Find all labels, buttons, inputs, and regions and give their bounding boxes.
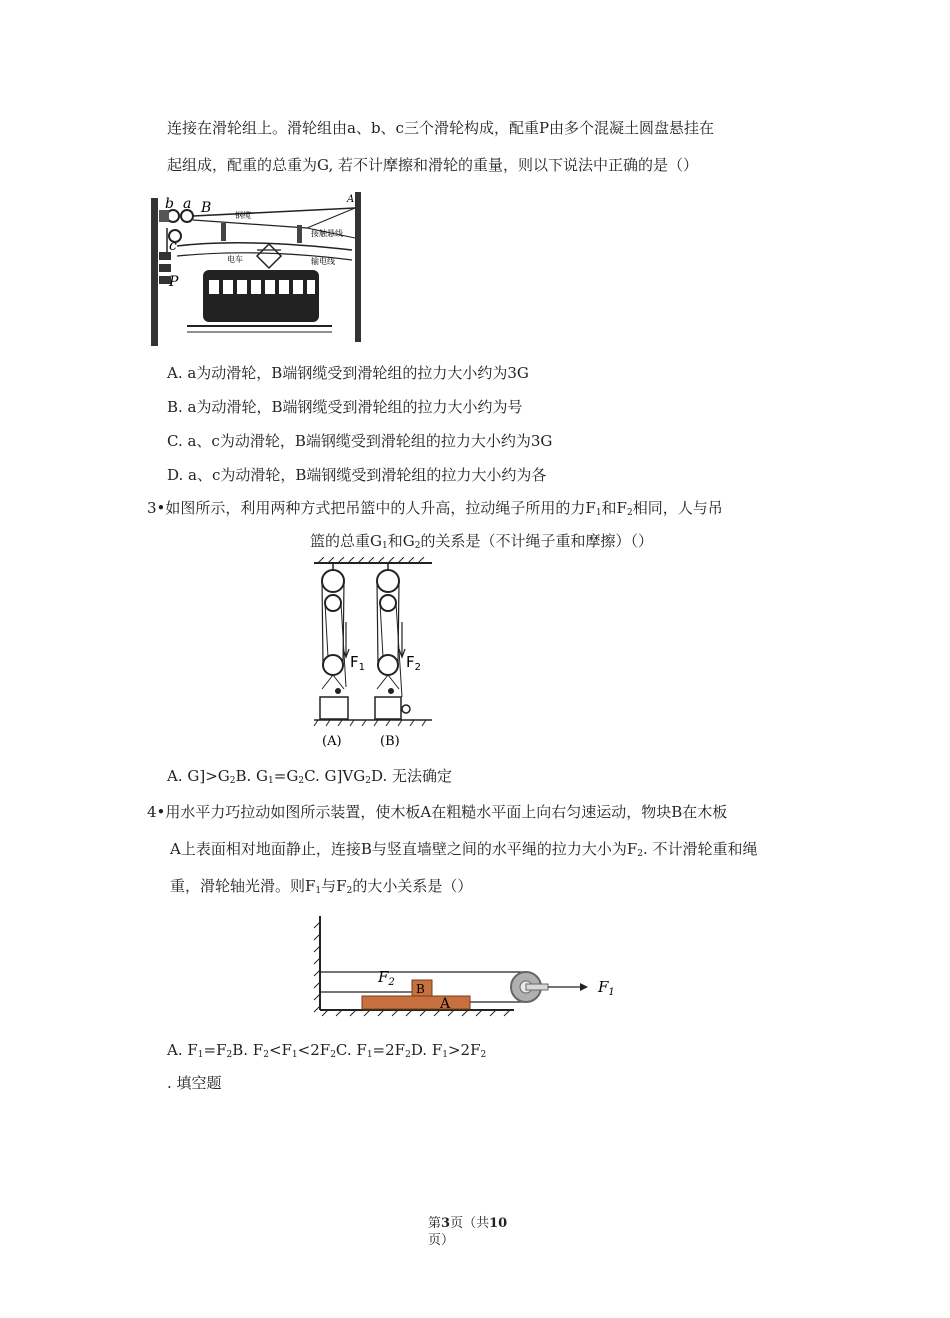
q2-option-b: B. a为动滑轮，B端钢缆受到滑轮组的拉力大小约为号: [167, 398, 523, 416]
label-F1: $F_1$: [598, 978, 615, 998]
caption-a: (A): [322, 734, 342, 749]
label-P: P: [169, 274, 179, 290]
label-wire1: 接触悬线: [311, 229, 343, 238]
tram-pulley-figure: [147, 188, 365, 348]
label-collector: 电车: [227, 255, 243, 264]
q2-option-d: D. a、c为动滑轮，B端钢缆受到滑轮组的拉力大小约为各: [167, 466, 547, 484]
q2-line2: 起组成，配重的总重为G, 若不计摩擦和滑轮的重量，则以下说法中正确的是（）: [167, 156, 698, 174]
q4-answers: A. $F_1=F_2B$. $F_2<F_1<2F_2C$. $F_1=2F_2D$. $F_1>2F_2$: [167, 1041, 487, 1060]
caption-b: (B): [380, 734, 400, 749]
label-F2: $F_2$: [378, 968, 395, 988]
label-cable: 钢缆: [235, 211, 251, 220]
label-B: B: [201, 200, 212, 216]
label-A: A: [347, 194, 355, 205]
label-f2: $F_2$: [406, 653, 422, 673]
label-a: a: [183, 196, 192, 212]
label-b: b: [165, 196, 174, 212]
basket-pulley-figure: [308, 557, 438, 752]
board-block-figure: [312, 916, 622, 1020]
q4-line3: 重，滑轮轴光滑。则$F_1$与$F_2$的大小关系是（）: [170, 877, 473, 896]
section-heading: . 填空题: [167, 1074, 222, 1092]
q2-option-c: C. a、c为动滑轮，B端钢缆受到滑轮组的拉力大小约为3G: [167, 432, 553, 450]
label-block-B: B: [416, 982, 425, 996]
q4-line2: A上表面相对地面静止，连接B与竖直墙壁之间的水平绳的拉力大小为$F_2$. 不计滑轮重和绳: [170, 840, 758, 859]
q2-line1: 连接在滑轮组上。滑轮组由a、b、c三个滑轮构成，配重P由多个混凝土圆盘悬挂在: [167, 119, 715, 137]
q3-line2: 篮的总重$G_1$和$G_2$的关系是（不计绳子重和摩擦）（）: [310, 532, 653, 551]
q2-option-a: A. a为动滑轮，B端钢缆受到滑轮组的拉力大小约为3G: [167, 364, 529, 382]
label-board-A: A: [440, 996, 451, 1012]
label-f1: $F_1$: [350, 653, 366, 673]
label-c: c: [169, 238, 177, 254]
label-wire2: 输电线: [311, 257, 335, 266]
q3-line1: 3•如图所示，利用两种方式把吊篮中的人升高，拉动绳子所用的力$F_1$和$F_2$相同，人与吊: [147, 499, 723, 518]
page-footer: 第3页（共10 页）: [428, 1216, 508, 1248]
q4-line1: 4•用水平力巧拉动如图所示装置，使木板A在粗糙水平面上向右匀速运动，物块B在木板: [147, 803, 728, 821]
q3-answers: A. $G]>G_2B$. $G_1=G_2C$. $G]VG_2D$. 无法确定: [167, 767, 452, 786]
